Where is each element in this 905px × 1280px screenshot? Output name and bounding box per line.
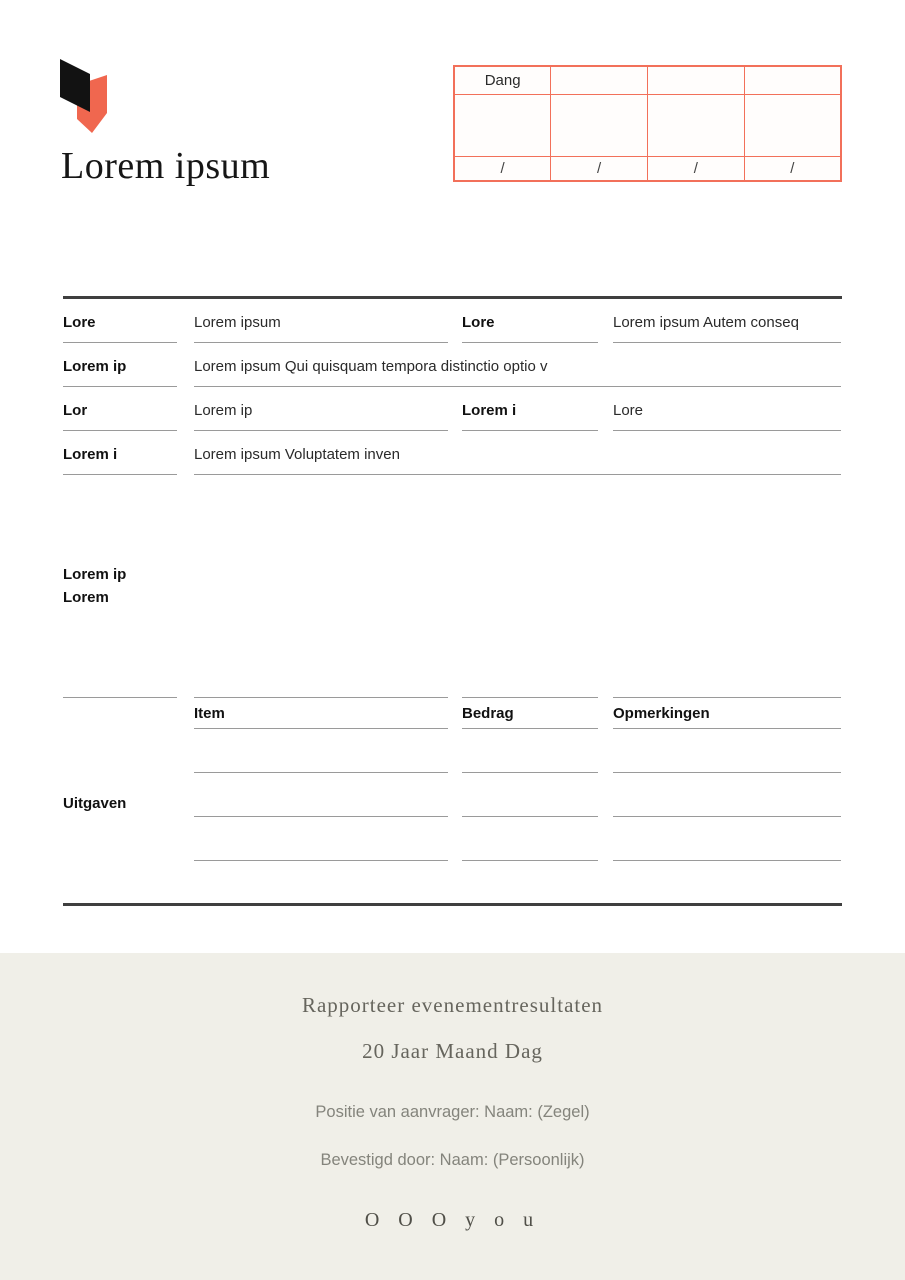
form-row	[63, 387, 842, 431]
blank-field[interactable]	[194, 817, 448, 861]
stamp-header-cell[interactable]: Dang	[454, 66, 551, 94]
blank-field[interactable]	[462, 817, 598, 861]
expenses-label: Uitgaven	[63, 795, 127, 812]
column-header-bedrag: Bedrag	[462, 698, 598, 729]
field-label: Lore	[462, 299, 598, 343]
stamp-date-cell[interactable]: /	[551, 156, 648, 181]
stamp-header-cell[interactable]	[744, 66, 841, 94]
blank-field[interactable]	[613, 817, 841, 861]
blank-field[interactable]	[613, 773, 841, 817]
brand-logo-icon	[60, 57, 110, 141]
field-label: Lorem i	[63, 431, 177, 475]
blank-field[interactable]	[462, 729, 598, 773]
footer-applicant-line: Positie van aanvrager: Naam: (Zegel)	[315, 1103, 590, 1121]
field-label: Lorem i	[462, 387, 598, 431]
spacer	[63, 698, 177, 729]
blank-field[interactable]	[462, 475, 598, 698]
section-label-line: Lorem ip	[63, 566, 127, 583]
footer	[0, 953, 905, 1280]
stamp-date-cell[interactable]: /	[454, 156, 551, 181]
field-value[interactable]: Lore	[613, 387, 841, 431]
expenses-header-row	[63, 698, 842, 729]
stamp-entry-cell[interactable]	[454, 94, 551, 156]
stamp-entry-cell[interactable]	[551, 94, 648, 156]
column-header-item: Item	[194, 698, 448, 729]
footer-confirmed-line: Bevestigd door: Naam: (Persoonlijk)	[320, 1151, 585, 1169]
stamp-header-cell[interactable]	[551, 66, 648, 94]
footer-date: 20 Jaar Maand Dag	[362, 1039, 543, 1063]
page-title: Lorem ipsum	[61, 145, 271, 187]
form-row	[63, 431, 842, 475]
field-value[interactable]: Lorem ipsum Voluptatem inven	[194, 431, 841, 475]
stamp-entry-cell[interactable]	[744, 94, 841, 156]
form-body	[63, 296, 842, 906]
section-label-line: Lorem	[63, 589, 109, 606]
form-section-row	[63, 475, 842, 698]
blank-field[interactable]	[613, 475, 841, 698]
field-label: Lor	[63, 387, 177, 431]
field-value[interactable]: Lorem ipsum Autem conseq	[613, 299, 841, 343]
column-header-opmerkingen: Opmerkingen	[613, 698, 841, 729]
stamp-date-cell[interactable]: /	[744, 156, 841, 181]
form-row	[63, 343, 842, 387]
form-row	[63, 299, 842, 343]
footer-report-title: Rapporteer evenementresultaten	[301, 993, 604, 1017]
blank-field[interactable]	[194, 475, 448, 698]
blank-field[interactable]	[194, 773, 448, 817]
blank-field[interactable]	[462, 773, 598, 817]
blank-field[interactable]	[613, 729, 841, 773]
stamp-header-cell[interactable]	[648, 66, 745, 94]
field-value[interactable]: Lorem ipsum	[194, 299, 448, 343]
section-label	[63, 475, 177, 698]
stamp-date-cell[interactable]: /	[648, 156, 745, 181]
field-label: Lore	[63, 299, 177, 343]
stamp-date-table	[453, 65, 842, 182]
blank-field[interactable]	[194, 729, 448, 773]
expenses-rows	[63, 729, 842, 903]
field-value[interactable]: Lorem ip	[194, 387, 448, 431]
footer-brand: O O O y o u	[364, 1209, 541, 1231]
field-value[interactable]: Lorem ipsum Qui quisquam tempora distinctio optio v	[194, 343, 841, 387]
stamp-entry-cell[interactable]	[648, 94, 745, 156]
field-label: Lorem ip	[63, 343, 177, 387]
